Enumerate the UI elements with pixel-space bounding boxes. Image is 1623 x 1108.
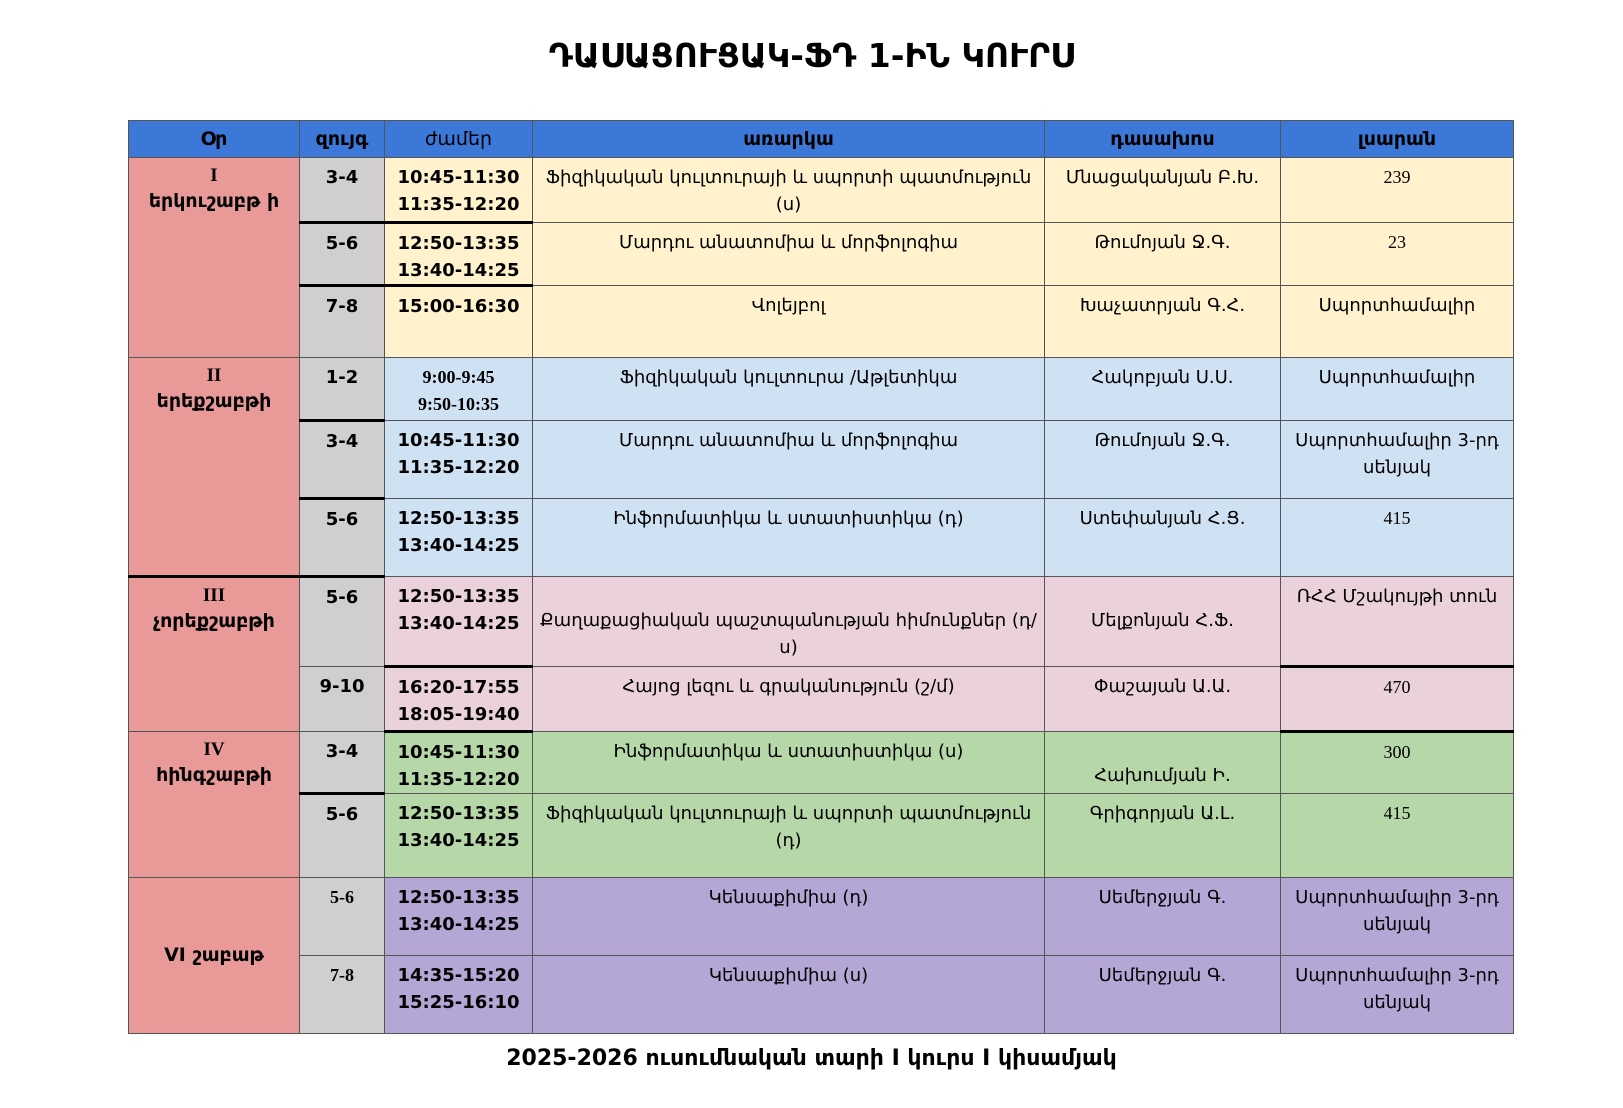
header-day: Օր (129, 121, 300, 158)
pair-cell: 3-4 (300, 421, 385, 499)
time-cell (385, 158, 533, 223)
pair-cell: 9-10 (300, 667, 385, 732)
time-start: 15:00-16:30 (397, 296, 520, 317)
table-row (129, 358, 1514, 421)
table-header-row (129, 121, 1514, 158)
table-row (129, 223, 1514, 286)
pair-cell: 5-6 (300, 223, 385, 286)
pair-cell: 5-6 (300, 878, 385, 956)
time-end: 9:50-10:35 (418, 394, 499, 414)
table-row (129, 732, 1514, 794)
room-cell: Սպորտհամալիր (1281, 358, 1514, 421)
time-end: 13:40-14:25 (397, 613, 520, 634)
time-start: 12:50-13:35 (397, 233, 520, 254)
table-row (129, 499, 1514, 577)
time-cell (385, 421, 533, 499)
room-cell: Սպորտհամալիր (1281, 286, 1514, 358)
pair-cell: 5-6 (300, 499, 385, 577)
subject-cell: Կենսաքիմիա (դ) (533, 878, 1045, 956)
time-end: 18:05-19:40 (397, 704, 520, 725)
time-cell (385, 732, 533, 794)
teacher-cell: Խաչատրյան Գ.Հ. (1045, 286, 1281, 358)
day-name: երկուշաբթ ի (148, 190, 280, 212)
header-room: լսարան (1281, 121, 1514, 158)
time-end: 15:25-16:10 (397, 992, 520, 1013)
subject-cell: Մարդու անատոմիա և մորֆոլոգիա (533, 421, 1045, 499)
table-row (129, 956, 1514, 1034)
time-start: 14:35-15:20 (397, 965, 520, 986)
time-cell (385, 358, 533, 421)
time-cell (385, 794, 533, 878)
time-start: 10:45-11:30 (397, 167, 520, 188)
time-start: 10:45-11:30 (397, 430, 520, 451)
teacher-cell: Թումոյան Ջ.Գ. (1045, 421, 1281, 499)
day-cell-thursday (129, 732, 300, 878)
subject-cell: Ինֆորմատիկա և ստատիստիկա (դ) (533, 499, 1045, 577)
table-row (129, 577, 1514, 667)
subject-cell: Վոլեյբոլ (533, 286, 1045, 358)
teacher-cell: Հակոբյան Ս.Ս. (1045, 358, 1281, 421)
time-start: 12:50-13:35 (397, 586, 520, 607)
header-pair: զույգ (300, 121, 385, 158)
page-title: ԴԱՍԱՑՈՒՑԱԿ-ՖԴ 1-ԻՆ ԿՈՒՐՍ (548, 36, 1075, 75)
day-cell-monday (129, 158, 300, 358)
header-time: ժամեր (385, 121, 533, 158)
day-cell-saturday (129, 878, 300, 1034)
day-roman: IV (203, 739, 225, 760)
time-start: 12:50-13:35 (397, 803, 520, 824)
day-roman: III (202, 585, 226, 606)
time-end: 13:40-14:25 (397, 830, 520, 851)
time-start: 12:50-13:35 (397, 887, 520, 908)
teacher-cell: Մելքոնյան Հ.Ֆ. (1045, 577, 1281, 667)
schedule-table (128, 120, 1514, 1034)
header-teacher: դասախոս (1045, 121, 1281, 158)
header-subject: առարկա (533, 121, 1045, 158)
time-cell (385, 499, 533, 577)
pair-cell: 3-4 (300, 158, 385, 223)
pair-cell: 5-6 (300, 577, 385, 667)
time-end: 11:35-12:20 (397, 194, 520, 215)
day-name: VI շաբաթ (164, 944, 264, 966)
time-cell (385, 286, 533, 358)
room-cell: Սպորտհամալիր 3-րդ սենյակ (1281, 878, 1514, 956)
day-name: հինգշաբթի (156, 764, 272, 786)
time-end: 13:40-14:25 (397, 260, 520, 281)
teacher-cell: Ստեփանյան Հ.Ց. (1045, 499, 1281, 577)
day-cell-tuesday (129, 358, 300, 577)
time-cell (385, 956, 533, 1034)
table-row (129, 878, 1514, 956)
teacher-cell: Գրիգորյան Ա.Լ. (1045, 794, 1281, 878)
table-row (129, 286, 1514, 358)
teacher-cell: Սեմերջյան Գ. (1045, 956, 1281, 1034)
subject-cell: Ինֆորմատիկա և ստատիստիկա (ս) (533, 732, 1045, 794)
teacher-cell: Մնացականյան Բ.Խ. (1045, 158, 1281, 223)
room-cell: ՌՀՀ Մշակույթի տուն (1281, 577, 1514, 667)
room-cell: 470 (1281, 667, 1514, 732)
time-end: 11:35-12:20 (397, 457, 520, 478)
teacher-cell: Հախումյան Ի. (1045, 732, 1281, 794)
room-cell: 415 (1281, 794, 1514, 878)
day-cell-wednesday (129, 577, 300, 732)
table-row (129, 421, 1514, 499)
subject-cell: Մարդու անատոմիա և մորֆոլոգիա (533, 223, 1045, 286)
time-end: 11:35-12:20 (397, 769, 520, 790)
time-start: 9:00-9:45 (422, 367, 495, 387)
room-cell: 23 (1281, 223, 1514, 286)
pair-cell: 5-6 (300, 794, 385, 878)
table-row (129, 667, 1514, 732)
subject-cell: Կենսաքիմիա (ս) (533, 956, 1045, 1034)
day-name: չորեքշաբթի (153, 610, 275, 632)
pair-cell: 3-4 (300, 732, 385, 794)
time-cell (385, 667, 533, 732)
time-start: 10:45-11:30 (397, 742, 520, 763)
pair-cell: 7-8 (300, 956, 385, 1034)
room-cell: Սպորտհամալիր 3-րդ սենյակ (1281, 421, 1514, 499)
pair-cell: 7-8 (300, 286, 385, 358)
time-cell (385, 577, 533, 667)
room-cell: 300 (1281, 732, 1514, 794)
time-end: 13:40-14:25 (397, 535, 520, 556)
room-cell: 415 (1281, 499, 1514, 577)
subject-cell: Ֆիզիկական կուլտուրա /Աթլետիկա (533, 358, 1045, 421)
table-row (129, 158, 1514, 223)
day-roman: II (206, 365, 222, 386)
time-start: 12:50-13:35 (397, 508, 520, 529)
semester-caption: 2025-2026 ուսումնական տարի I կուրս I կիսամյակ (506, 1046, 1117, 1071)
time-end: 13:40-14:25 (397, 914, 520, 935)
teacher-cell: Թումոյան Ջ.Գ. (1045, 223, 1281, 286)
subject-cell: Ֆիզիկական կուլտուրայի և սպորտի պատմություն (ս) (533, 158, 1045, 223)
day-name: երեքշաբթի (156, 390, 272, 412)
subject-cell: Ֆիզիկական կուլտուրայի և սպորտի պատմություն (դ) (533, 794, 1045, 878)
table-row (129, 794, 1514, 878)
day-roman: I (210, 165, 218, 186)
subject-cell: Քաղաքացիական պաշտպանության հիմունքներ (դ/ս) (533, 577, 1045, 667)
pair-cell: 1-2 (300, 358, 385, 421)
teacher-cell: Սեմերջյան Գ. (1045, 878, 1281, 956)
time-cell (385, 223, 533, 286)
room-cell: Սպորտհամալիր 3-րդ սենյակ (1281, 956, 1514, 1034)
time-start: 16:20-17:55 (397, 677, 520, 698)
subject-cell: Հայոց լեզու և գրականություն (շ/մ) (533, 667, 1045, 732)
room-cell: 239 (1281, 158, 1514, 223)
teacher-cell: Փաշայան Ա.Ա. (1045, 667, 1281, 732)
time-cell (385, 878, 533, 956)
